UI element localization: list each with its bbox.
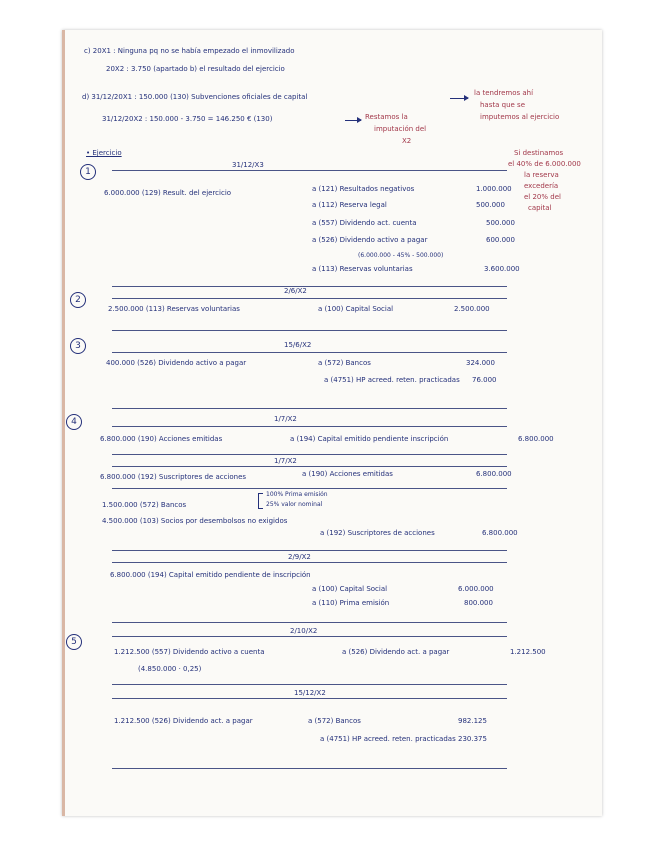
separator-rule (112, 408, 507, 409)
page-edge (62, 30, 65, 816)
date-rule (112, 170, 507, 171)
entry-credit: a (526) Dividendo activo a pagar (312, 236, 428, 244)
separator-rule (112, 330, 507, 331)
separator-rule (112, 454, 507, 455)
separator-rule (112, 622, 507, 623)
note-d1-c: imputemos al ejercicio (480, 113, 560, 121)
entry-debit: 1.212.500 (557) Dividendo activo a cuenta (114, 648, 265, 656)
entry-date: 15/12/X2 (294, 689, 326, 697)
separator-rule (112, 684, 507, 685)
entry-debit: 2.500.000 (113) Reservas voluntarias (108, 305, 240, 313)
entry-credit: a (557) Dividendo act. cuenta (312, 219, 417, 227)
entry-amount: 500.000 (476, 201, 505, 209)
note-d1-a: la tendremos ahí (474, 89, 534, 97)
arrow-icon (345, 120, 361, 121)
arrow-icon (450, 98, 468, 99)
entry-amount: 6.000.000 (458, 585, 494, 593)
entry-date: 31/12/X3 (232, 161, 264, 169)
entry-amount: 982.125 (458, 717, 487, 725)
entry-credit: a (4751) HP acreed. reten. practicadas (320, 735, 456, 743)
entry-amount: 76.000 (472, 376, 497, 384)
side-note-5: capital (528, 204, 552, 212)
date-rule (112, 298, 507, 299)
entry-amount: 500.000 (486, 219, 515, 227)
entry-amount: 230.375 (458, 735, 487, 743)
entry-calc: (4.850.000 · 0,25) (138, 665, 202, 673)
entry-amount: 6.800.000 (482, 529, 518, 537)
answer-d-line-1: d) 31/12/20X1 : 150.000 (130) Subvenciones oficiales de capital (82, 93, 308, 101)
brace-note: 25% valor nominal (266, 501, 323, 508)
entry-amount: 1.212.500 (510, 648, 546, 656)
separator-rule (112, 286, 507, 287)
entry-amount: 600.000 (486, 236, 515, 244)
entry-number-2: 2 (70, 292, 86, 308)
side-note-2: la reserva (524, 171, 559, 179)
entry-debit: 6.800.000 (192) Suscriptores de acciones (100, 473, 247, 481)
extra-line: 4.500.000 (103) Socios por desembolsos no exigidos (102, 517, 288, 525)
brace-icon (258, 493, 263, 509)
entry-number-5: 5 (66, 634, 82, 650)
answer-c-line-1: c) 20X1 : Ninguna pq no se había empezado el inmovilizado (84, 47, 295, 55)
side-note-3: excedería (524, 182, 559, 190)
date-rule (112, 352, 507, 353)
entry-debit: 400.000 (526) Dividendo activo a pagar (106, 359, 247, 367)
entry-credit: a (194) Capital emitido pendiente inscripción (290, 435, 449, 443)
entry-amount: 6.800.000 (476, 470, 512, 478)
note-d1-b: hasta que se (480, 101, 525, 109)
notebook-page (62, 30, 602, 816)
entry-date: 2/10/X2 (290, 627, 318, 635)
entry-calc: (6.000.000 - 45% - 500.000) (358, 252, 444, 259)
separator-rule (112, 550, 507, 551)
entry-amount: 800.000 (464, 599, 493, 607)
entry-debit: 6.800.000 (190) Acciones emitidas (100, 435, 223, 443)
entry-debit: 6.800.000 (194) Capital emitido pendiente de inscripción (110, 571, 311, 579)
entry-amount: 324.000 (466, 359, 495, 367)
entry-credit: a (4751) HP acreed. reten. practicadas (324, 376, 460, 384)
entry-credit: a (526) Dividendo act. a pagar (342, 648, 450, 656)
entry-date: 1/7/X2 (274, 415, 297, 423)
extra-line: 1.500.000 (572) Bancos (102, 501, 187, 509)
entry-credit: a (110) Prima emisión (312, 599, 390, 607)
entry-number-3: 3 (70, 338, 86, 354)
side-note-1: el 40% de 6.000.000 (508, 160, 581, 168)
entry-credit: a (572) Bancos (308, 717, 361, 725)
entry-debit: 1.212.500 (526) Dividendo act. a pagar (114, 717, 253, 725)
entry-debit: 6.000.000 (129) Result. del ejercicio (104, 189, 232, 197)
entry-date: 2/6/X2 (284, 287, 307, 295)
note-d2-a: Restamos la (365, 113, 408, 121)
entry-credit: a (190) Acciones emitidas (302, 470, 393, 478)
entry-credit: a (113) Reservas voluntarias (312, 265, 413, 273)
entry-amount: 2.500.000 (454, 305, 490, 313)
date-rule (112, 466, 507, 467)
entry-number-4: 4 (66, 414, 82, 430)
separator-rule (112, 488, 507, 489)
side-note-0: Si destinamos (514, 149, 564, 157)
note-d2-c: X2 (402, 137, 412, 145)
separator-rule (112, 768, 507, 769)
date-rule (112, 562, 507, 563)
entry-amount: 6.800.000 (518, 435, 554, 443)
entry-amount: 3.600.000 (484, 265, 520, 273)
answer-c-line-2: 20X2 : 3.750 (apartado b) el resultado del ejercicio (106, 65, 285, 73)
entry-date: 1/7/X2 (274, 457, 297, 465)
entry-date: 15/6/X2 (284, 341, 312, 349)
date-rule (112, 698, 507, 699)
entry-credit: a (192) Suscriptores de acciones (320, 529, 435, 537)
entry-credit: a (112) Reserva legal (312, 201, 387, 209)
entry-credit: a (572) Bancos (318, 359, 371, 367)
exercise-heading: • Ejercicio (86, 149, 122, 157)
entry-credit: a (121) Resultados negativos (312, 185, 415, 193)
entry-credit: a (100) Capital Social (318, 305, 394, 313)
note-d2-b: imputación del (374, 125, 427, 133)
answer-d-line-2: 31/12/20X2 : 150.000 - 3.750 = 146.250 € (130) (102, 115, 273, 123)
date-rule (112, 636, 507, 637)
entry-credit: a (100) Capital Social (312, 585, 388, 593)
date-rule (112, 426, 507, 427)
entry-date: 2/9/X2 (288, 553, 311, 561)
entry-number-1: 1 (80, 164, 96, 180)
side-note-4: el 20% del (524, 193, 561, 201)
brace-note: 100% Prima emisión (266, 491, 328, 498)
entry-amount: 1.000.000 (476, 185, 512, 193)
